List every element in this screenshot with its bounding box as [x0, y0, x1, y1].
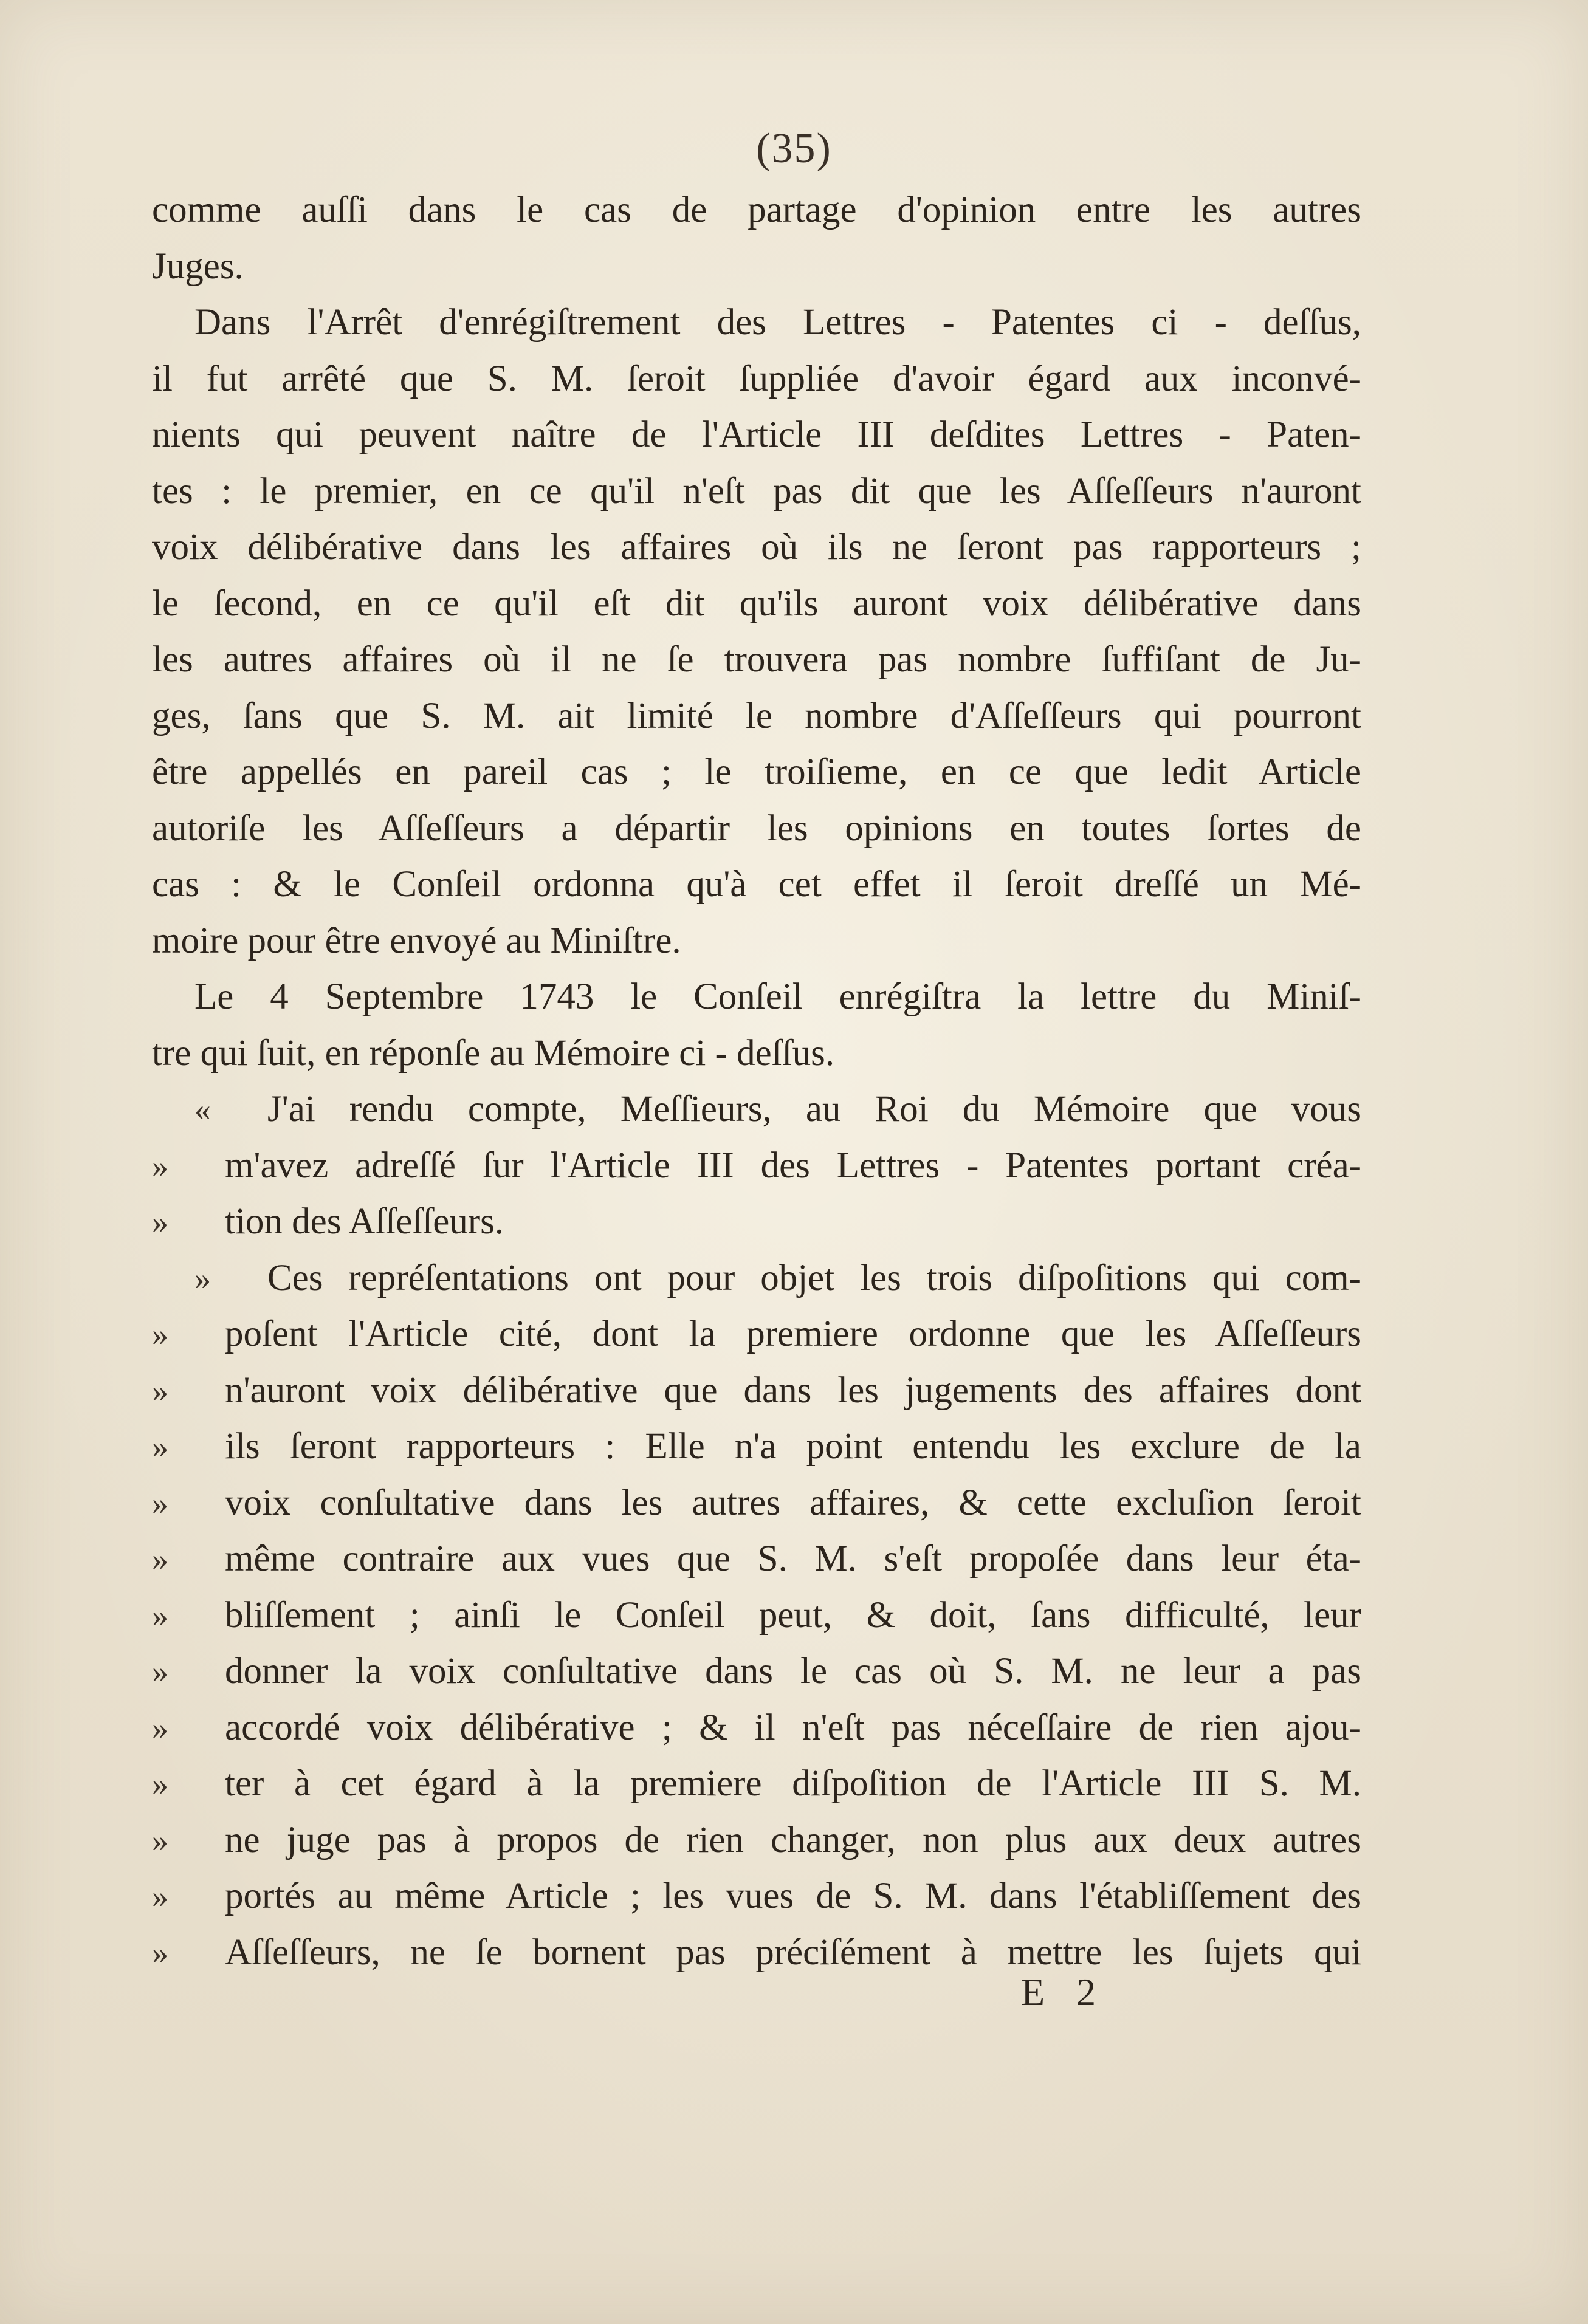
text-line: [152, 857, 1361, 913]
line-text: m'avez adreſſé ſur l'Article III des Lettres - Patentes portant créa-: [225, 1145, 1361, 1186]
quote-line: [152, 1081, 1361, 1138]
line-text: J'ai rendu compte, Meſſieurs, au Roi du Mémoire que vous: [267, 1089, 1361, 1129]
line-text: être appellés en pareil cas ; le troiſieme, en ce que ledit Article: [152, 752, 1361, 792]
quote-line: [152, 1925, 1361, 1981]
signature-mark: E 2: [1021, 1970, 1107, 2014]
line-text: ges, ſans que S. M. ait limité le nombre d'Aſſeſſeurs qui pourront: [152, 695, 1361, 736]
quotation-mark: »: [152, 1147, 168, 1184]
line-text: ils ſeront rapporteurs : Elle n'a point entendu les exclure de la: [225, 1426, 1361, 1467]
quotation-mark: »: [152, 1372, 168, 1409]
quotation-mark: »: [152, 1428, 168, 1465]
line-text: poſent l'Article cité, dont la premiere ordonne que les Aſſeſſeurs: [225, 1314, 1361, 1354]
quote-line: [152, 1644, 1361, 1700]
text-line: [152, 407, 1361, 464]
quotation-mark: »: [152, 1541, 168, 1577]
quote-line: [152, 1868, 1361, 1925]
text-line: [152, 576, 1361, 632]
line-text: accordé voix délibérative ; & il n'eſt pas néceſſaire de rien ajou-: [225, 1707, 1361, 1748]
line-text: autoriſe les Aſſeſſeurs a départir les opinions en toutes ſortes de: [152, 807, 1361, 849]
quote-line: [152, 1531, 1361, 1588]
text-line: [152, 801, 1361, 857]
quote-line: [152, 1700, 1361, 1757]
line-text: portés au même Article ; les vues de S. M. dans l'établiſſement des: [225, 1876, 1361, 1916]
line-text: tion des Aſſeſſeurs.: [225, 1201, 504, 1242]
line-text: voix conſultative dans les autres affaires, & cette excluſion ſeroit: [225, 1482, 1361, 1523]
line-text: cas : & le Conſeil ordonna qu'à cet effet il ſeroit dreſſé un Mé-: [152, 864, 1361, 905]
quote-line: [152, 1419, 1361, 1475]
quotation-mark: »: [152, 1766, 168, 1802]
quotation-mark: »: [152, 1204, 168, 1240]
text-line: [152, 744, 1361, 801]
text-line: [152, 969, 1361, 1026]
quotation-mark: »: [152, 1653, 168, 1690]
line-text: moire pour être envoyé au Miniſtre.: [152, 920, 681, 961]
line-text: Juges.: [152, 245, 244, 287]
text-line: [152, 295, 1361, 351]
quote-line: [152, 1756, 1361, 1812]
text-line: [152, 519, 1361, 576]
text-line: [152, 239, 1361, 295]
quote-line: [152, 1250, 1361, 1307]
text-line: [152, 688, 1361, 745]
quote-line: [152, 1475, 1361, 1532]
line-text: ter à cet égard à la premiere diſpoſition de l'Article III S. M.: [225, 1763, 1361, 1804]
quote-line: [152, 1363, 1361, 1419]
body-text: [152, 182, 1361, 1981]
line-text: Aſſeſſeurs, ne ſe bornent pas préciſément à mettre les ſujets qui: [225, 1932, 1361, 1973]
quote-line: [152, 1306, 1361, 1363]
quotation-mark: »: [152, 1878, 168, 1914]
text-line: [152, 182, 1361, 239]
quotation-mark: »: [152, 1934, 168, 1971]
quote-line: [152, 1138, 1361, 1195]
quotation-mark: »: [152, 1597, 168, 1634]
text-line: [152, 913, 1361, 970]
text-line: [152, 464, 1361, 520]
line-text: Ces repréſentations ont pour objet les trois diſpoſitions qui com-: [267, 1257, 1361, 1298]
text-line: [152, 632, 1361, 688]
line-text: tre qui ſuit, en réponſe au Mémoire ci - deſſus.: [152, 1032, 835, 1074]
page-number: (35): [756, 125, 832, 172]
quoted-letter: [152, 1081, 1361, 1981]
line-text: comme auſſi dans le cas de partage d'opinion entre les autres: [152, 190, 1361, 230]
line-text: il fut arrêté que S. M. ſeroit ſuppliée d'avoir égard aux inconvé-: [152, 358, 1361, 399]
line-text: ne juge pas à propos de rien changer, non plus aux deux autres: [225, 1819, 1361, 1860]
line-text: même contraire aux vues que S. M. s'eſt propoſée dans leur éta-: [225, 1538, 1361, 1579]
line-text: voix délibérative dans les affaires où ils ne ſeront pas rapporteurs ;: [152, 527, 1361, 567]
quote-line: [152, 1812, 1361, 1869]
line-text: les autres affaires où il ne ſe trouvera pas nombre ſuffiſant de Ju-: [152, 639, 1361, 680]
quotation-mark: »: [152, 1484, 168, 1521]
text-line: [152, 351, 1361, 408]
line-text: n'auront voix délibérative que dans les jugements des affaires dont: [225, 1369, 1361, 1411]
text-line: [152, 1026, 1361, 1082]
line-text: nients qui peuvent naître de l'Article III deſdites Lettres - Paten-: [152, 414, 1361, 455]
line-text: Dans l'Arrêt d'enrégiſtrement des Lettres - Patentes ci - deſſus,: [194, 302, 1361, 343]
quotation-mark: »: [194, 1260, 211, 1297]
line-text: Le 4 Septembre 1743 le Conſeil enrégiſtra la lettre du Miniſ-: [194, 976, 1361, 1017]
quotation-mark: »: [152, 1822, 168, 1859]
quote-line: [152, 1194, 1361, 1250]
line-text: le ſecond, en ce qu'il eſt dit qu'ils auront voix délibérative dans: [152, 583, 1361, 624]
quotation-mark: »: [152, 1709, 168, 1746]
quotation-mark: «: [194, 1091, 211, 1128]
main-paragraphs: [152, 182, 1361, 1081]
line-text: bliſſement ; ainſi le Conſeil peut, & doit, ſans difficulté, leur: [225, 1594, 1361, 1636]
line-text: donner la voix conſultative dans le cas où S. M. ne leur a pas: [225, 1651, 1361, 1692]
quote-line: [152, 1588, 1361, 1644]
quotation-mark: »: [152, 1316, 168, 1352]
line-text: tes : le premier, en ce qu'il n'eſt pas dit que les Aſſeſſeurs n'auront: [152, 470, 1361, 512]
